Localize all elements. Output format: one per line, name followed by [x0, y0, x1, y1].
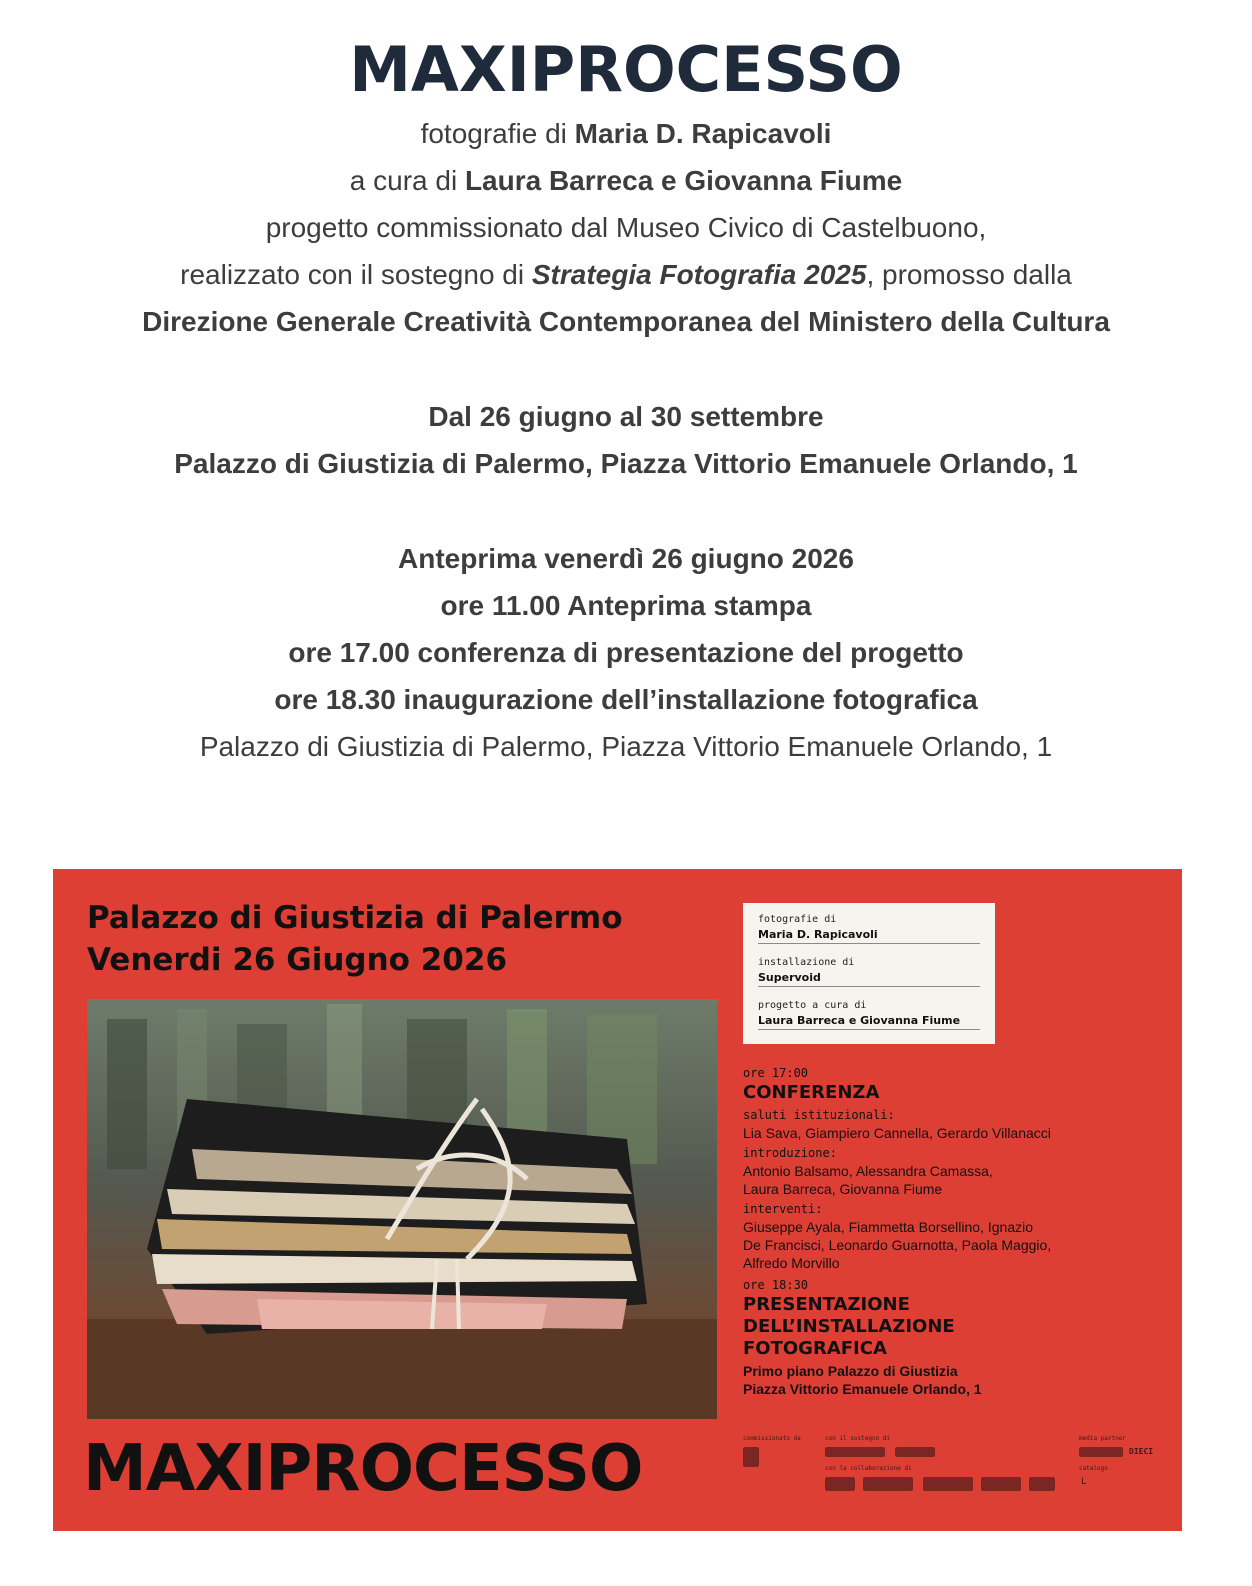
credit-photos — [758, 913, 980, 944]
presentation-title: PRESENTAZIONE — [743, 1294, 910, 1315]
presentation-place: Primo piano Palazzo di Giustizia — [743, 1363, 958, 1379]
curators-prefix: a cura di — [349, 165, 465, 196]
partner-logo — [863, 1477, 913, 1491]
support-line — [0, 251, 1252, 298]
support-prefix: realizzato con il sostegno di — [180, 259, 532, 290]
partner-logo — [981, 1477, 1021, 1491]
sponsor-logos — [743, 1435, 1163, 1515]
support-label: con il sostegno di — [825, 1435, 891, 1442]
venue-repeat-line: Palazzo di Giustizia di Palermo, Piazza Vittorio Emanuele Orlando, 1 — [199, 731, 1053, 762]
curators-line — [0, 157, 1252, 204]
presentation-title: FOTOGRAFICA — [743, 1338, 887, 1359]
media-logo — [1079, 1447, 1123, 1457]
inauguration-line: ore 18.30 inaugurazione dell’installazione fotografica — [274, 684, 978, 715]
exhibition-header — [0, 30, 1252, 770]
credit-label: installazione di — [758, 957, 855, 968]
catalog-label: catalogo — [1079, 1465, 1108, 1472]
partner-logo — [825, 1477, 855, 1491]
strategia-logo — [895, 1447, 935, 1457]
photographer-name: Maria D. Rapicavoli — [574, 118, 832, 149]
conference-line: ore 17.00 conferenza di presentazione del progetto — [288, 637, 964, 668]
photo-illustration — [87, 999, 717, 1419]
commission-line: progetto commissionato dal Museo Civico di Castelbuono, — [265, 212, 987, 243]
greetings-names: Lia Sava, Giampiero Cannella, Gerardo Villanacci — [743, 1125, 1051, 1141]
venue-line: Palazzo di Giustizia di Palermo, Piazza Vittorio Emanuele Orlando, 1 — [174, 448, 1078, 479]
curators-names: Laura Barreca e Giovanna Fiume — [464, 165, 903, 196]
ministry-line: Direzione Generale Creatività Contemporanea del Ministero della Cultura — [142, 306, 1110, 337]
ministry-logo — [825, 1447, 885, 1457]
partner-logo — [1029, 1477, 1055, 1491]
presentation-place: Piazza Vittorio Emanuele Orlando, 1 — [743, 1381, 982, 1397]
conference-title: CONFERENZA — [743, 1082, 880, 1103]
talks-names: De Francisci, Leonardo Guarnotta, Paola Maggio, — [743, 1237, 1052, 1253]
greetings-label: saluti istituzionali: — [743, 1108, 895, 1122]
preview-line: Anteprima venerdì 26 giugno 2026 — [398, 543, 854, 574]
credit-curators — [758, 999, 980, 1030]
presentation-title: DELL’INSTALLAZIONE — [743, 1316, 955, 1337]
support-program: Strategia Fotografia 2025 — [531, 259, 867, 290]
credit-label: fotografie di — [758, 914, 837, 925]
credit-value: Maria D. Rapicavoli — [758, 928, 878, 941]
presentation-time: ore 18:30 — [743, 1278, 809, 1292]
credit-installation — [758, 956, 980, 987]
program — [743, 1065, 1163, 1398]
credit-value: Laura Barreca e Giovanna Fiume — [758, 1014, 961, 1027]
media-mark: DIECI — [1129, 1447, 1154, 1456]
intro-label: introduzione: — [743, 1146, 837, 1160]
media-partner-label: media partner — [1079, 1435, 1126, 1442]
collaboration-label: con la collaborazione di — [825, 1465, 912, 1472]
credit-value: Supervoid — [758, 971, 821, 984]
catalog-mark: L — [1081, 1477, 1087, 1487]
press-line: ore 11.00 Anteprima stampa — [440, 590, 812, 621]
credit-label: progetto a cura di — [758, 1000, 867, 1011]
photographer-line — [0, 110, 1252, 157]
dates-line: Dal 26 giugno al 30 settembre — [428, 401, 824, 432]
partner-logo — [923, 1477, 973, 1491]
poster-heading — [87, 897, 623, 981]
poster-venue: Palazzo di Giustizia di Palermo — [87, 900, 623, 936]
commissioned-label: commissionato da — [743, 1435, 801, 1442]
talks-label: interventi: — [743, 1202, 823, 1216]
credits-card — [743, 903, 995, 1044]
intro-names: Antonio Balsamo, Alessandra Camassa, — [743, 1163, 993, 1179]
event-poster — [53, 869, 1182, 1531]
talks-names: Giuseppe Ayala, Fiammetta Borsellino, Ignazio — [743, 1219, 1034, 1235]
files-photo — [87, 999, 717, 1419]
support-suffix: , promosso dalla — [866, 259, 1072, 290]
poster-date: Venerdi 26 Giugno 2026 — [87, 942, 508, 978]
museum-logo — [743, 1447, 759, 1467]
page-title: MAXIPROCESSO — [349, 33, 903, 106]
photo-prefix: fotografie di — [420, 118, 575, 149]
talks-names: Alfredo Morvillo — [743, 1255, 840, 1271]
poster-big-title: MAXIPROCESSO — [83, 1432, 643, 1506]
intro-names: Laura Barreca, Giovanna Fiume — [743, 1181, 943, 1197]
conference-time: ore 17:00 — [743, 1066, 809, 1080]
